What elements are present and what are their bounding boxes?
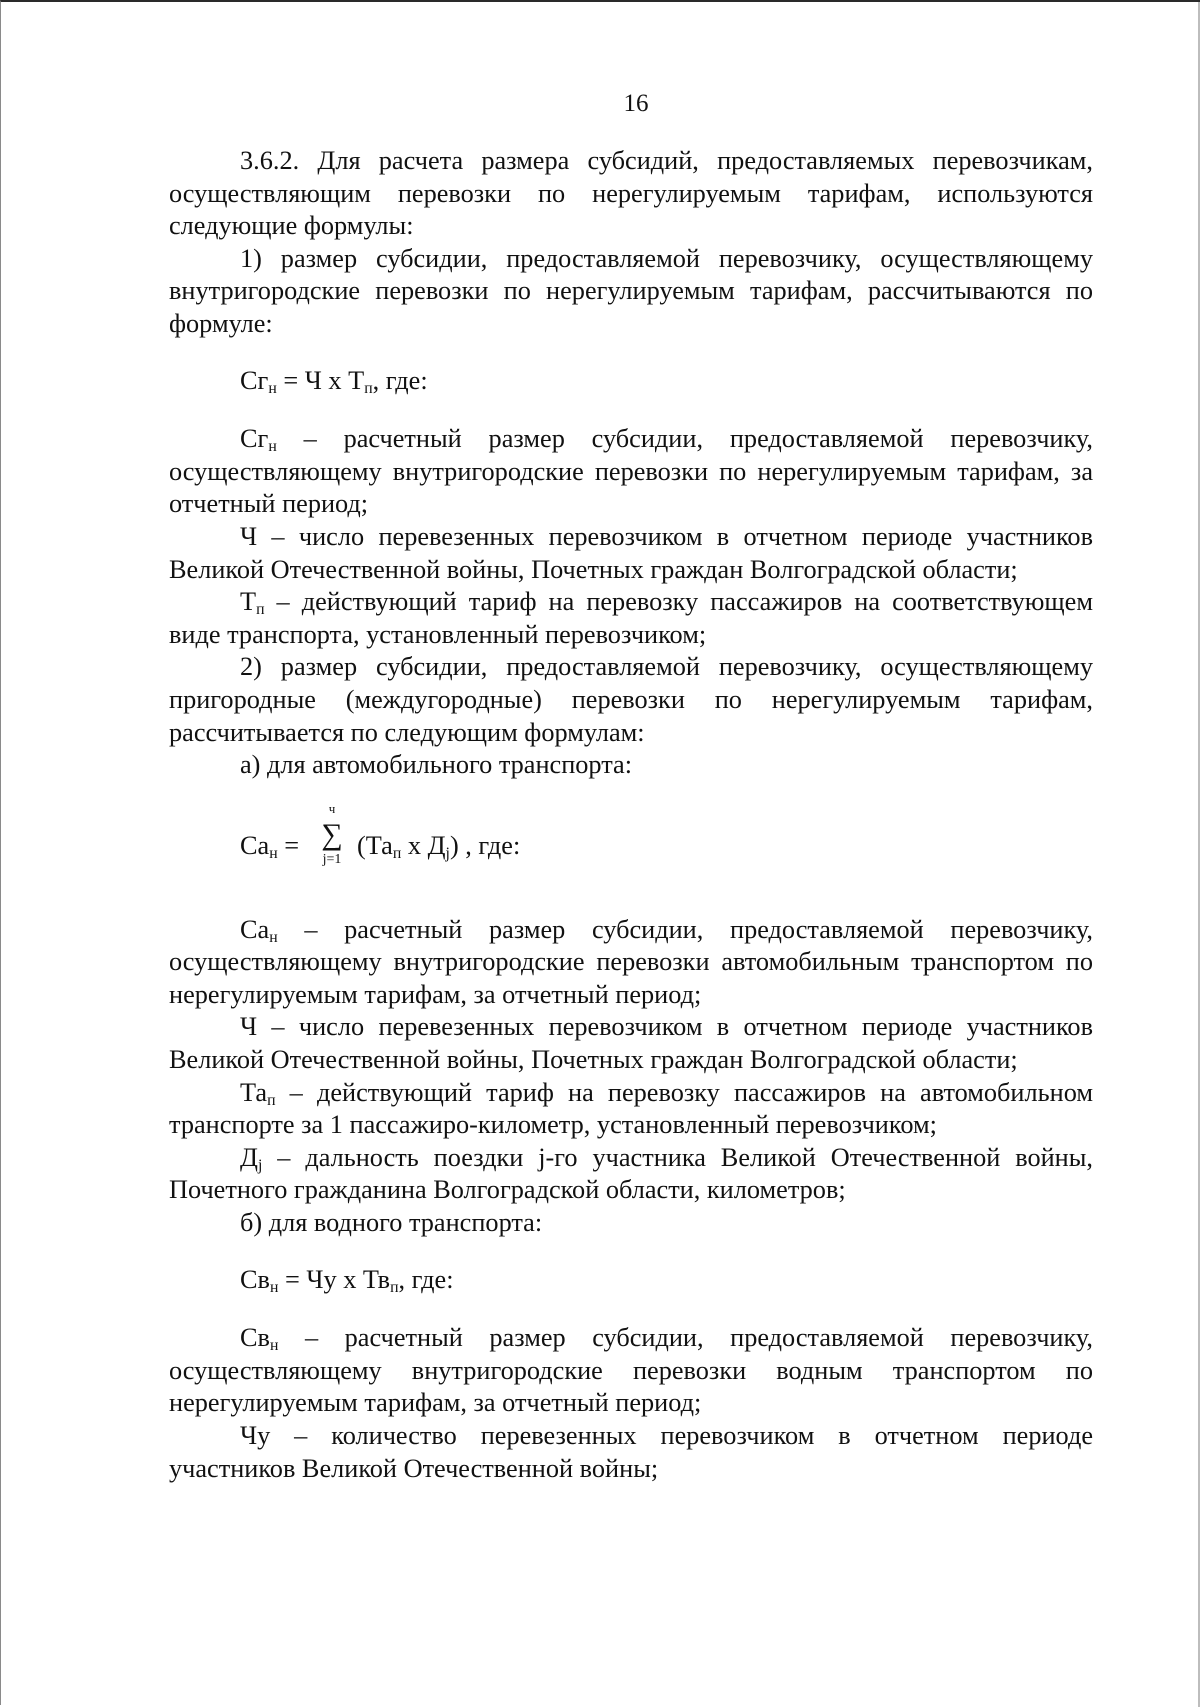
definition-ta [169, 1077, 1093, 1142]
formula-sv [169, 1264, 1093, 1297]
paragraph-item-2a: а) для автомобильного транспорта: [240, 750, 633, 780]
definition-sa-symbol: Са [240, 914, 270, 944]
definition-ch-2: Ч – число перевезенных перевозчиком в отчетном периоде участников Великой Отечественной войны, Почетных граждан Волгоградской области; [169, 1012, 1093, 1075]
formula-sa-equals: = [277, 830, 300, 860]
definition-sv-symbol: Св [240, 1323, 270, 1353]
formula-sv-subscript: н [269, 1278, 279, 1296]
definition-sa-subscript: н [269, 928, 278, 946]
definition-dj-symbol: Д [240, 1142, 258, 1172]
definition-sg-subscript: н [268, 438, 277, 456]
paragraph-item-2b: б) для водного транспорта: [240, 1208, 543, 1238]
definition-tp-text: – действующий тариф на перевозку пассажиров на соответствующем виде транспорта, установленный перевозчиком; [169, 587, 1093, 649]
formula-sa-where: , где: [458, 830, 521, 860]
definition-tp [169, 586, 1093, 651]
formula-sv-symbol: Св [240, 1264, 270, 1294]
formula-sa-symbol: Са [240, 830, 270, 860]
paragraph-item-2: 2) размер субсидии, предоставляемой перевозчику, осуществляющему пригородные (междугородные) перевозки по нерегулируемым тарифам, рассчитывается по следующим формулам: [169, 652, 1093, 747]
formula-sv-tariff-subscript: п [390, 1278, 399, 1296]
formula-sg-symbol: Сг [240, 365, 269, 395]
definition-ta-subscript: п [267, 1091, 276, 1109]
definition-sa [169, 914, 1093, 1012]
definition-sv [169, 1322, 1093, 1420]
formula-sa-left [240, 830, 299, 863]
formula-sg [169, 365, 1093, 398]
formula-sg-where: , где: [372, 365, 428, 395]
definition-ta-symbol: Та [240, 1077, 268, 1107]
formula-sa-tariff-subscript: п [392, 844, 402, 862]
paragraph-3-6-2: 3.6.2. Для расчета размера субсидий, предоставляемых перевозчикам, осуществляющим перевозки по нерегулируемым тарифам, используются следующие формулы: [169, 146, 1093, 241]
definition-sa-text: – расчетный размер субсидии, предоставляемой перевозчику, осуществляющему внутригородские перевозки автомобильным транспортом по нерегулируемым тарифам, за отчетный период; [169, 914, 1093, 1009]
definition-dj-subscript: j [257, 1156, 263, 1174]
formula-sa-times: х [401, 830, 428, 860]
formula-sg-tariff: Т [348, 365, 365, 395]
definition-tp-subscript: п [256, 601, 265, 619]
definition-tp-symbol: Т [240, 587, 257, 617]
formula-sa [169, 790, 1093, 900]
formula-sg-subscript: н [268, 379, 277, 397]
formula-sa-tariff: Та [365, 830, 393, 860]
formula-sv-where: , где: [398, 1264, 454, 1294]
formula-sa-open: ( [357, 830, 366, 860]
formula-sa-subscript: н [269, 844, 278, 862]
formula-sv-middle: = Чу х [278, 1264, 363, 1294]
definition-sv-subscript: н [269, 1337, 279, 1355]
definition-chu: Чу – количество перевезенных перевозчиком в отчетном периоде участников Великой Отечественной войны; [169, 1421, 1093, 1483]
formula-sg-tariff-subscript: п [364, 379, 373, 397]
formula-sa-distance: Д [427, 830, 446, 860]
definition-dj [169, 1142, 1093, 1207]
paragraph-item-1: 1) размер субсидии, предоставляемой перевозчику, осуществляющему внутригородские перевозки по нерегулируемым тарифам, рассчитываются по формуле: [169, 243, 1093, 338]
formula-sg-middle: = Ч х [276, 365, 349, 395]
formula-sa-right [357, 830, 520, 863]
formula-sa-close: ) [449, 830, 459, 860]
sigma-icon: ∑ [321, 817, 343, 851]
definition-dj-text: – дальность поездки j-го участника Великой Отечественной войны, Почетного гражданина Волгоградской области, километров; [169, 1142, 1093, 1205]
definition-sg [169, 423, 1093, 521]
summation-sign [317, 802, 347, 868]
formula-sa-distance-subscript: j [445, 844, 450, 862]
definition-ch: Ч – число перевезенных перевозчиком в отчетном периоде участников Великой Отечественной войны, Почетных граждан Волгоградской области; [169, 521, 1093, 584]
summation-upper-limit: ч [328, 800, 336, 816]
page-number: 16 [623, 90, 649, 117]
document-body [169, 145, 1093, 1485]
summation-lower-limit: j=1 [322, 851, 342, 867]
definition-sg-text: – расчетный размер субсидии, предоставляемой перевозчику, осуществляющему внутригородские перевозки по нерегулируемым тарифам, за отчетный период; [169, 424, 1093, 519]
definition-sg-symbol: Сг [240, 424, 269, 454]
definition-ta-text: – действующий тариф на перевозку пассажиров на автомобильном транспорте за 1 пассажиро-километр, установленный перевозчиком; [169, 1077, 1093, 1140]
definition-sv-text: – расчетный размер субсидии, предоставляемой перевозчику, осуществляющему внутригородские перевозки водным транспортом по нерегулируемым тарифам, за отчетный период; [169, 1323, 1093, 1418]
formula-sv-tariff: Тв [362, 1264, 391, 1294]
